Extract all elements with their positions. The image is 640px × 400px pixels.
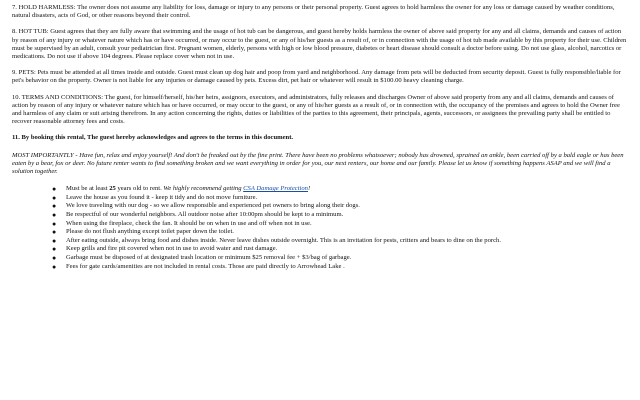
- list-item: [52, 202, 628, 211]
- most-importantly-note: MOST IMPORTANTLY - Have fun, relax and enjoy yourself! And don't be freaked out by the fine print. There have been no problems whatsoever; nobody has drowned, sprained an ankle, been carried off by a bald eagle or has been eaten by a bear, fox or deer. No future renter wants to find something broken and we want everything in order for you, our next renters, our home and our family. Please let us know if something happens ASAP and we will find a solution together.: [12, 151, 624, 176]
- clause-pets: 9. PETS: Pets must be attended at all times inside and outside. Guest must clean up dog hair and poop from yard and neighborhood. Any damage from pets will be deducted from security deposit. Guest is fully responsible/liable for pet's behavior on the property. Owner is not liable for any injuries or damage caused by pets. Excess dirt, pet hair or whatever will result in $100.00 heavy cleaning charge.: [12, 69, 621, 85]
- acknowledgement-statement: 11. By booking this rental, The guest hereby acknowledges and agrees to the terms in this document.: [12, 134, 294, 142]
- bullet-icon: ●: [52, 228, 57, 237]
- list-item: [52, 194, 628, 203]
- recommendation-suffix: !: [307, 185, 311, 193]
- bullet-icon: ●: [52, 202, 57, 211]
- list-item: [52, 211, 628, 220]
- bullet-icon: ●: [52, 236, 57, 245]
- bullet-icon: ●: [52, 211, 57, 220]
- clause-hold-harmless: 7. HOLD HARMLESS: The owner does not assume any liability for loss, damage or injury to any persons or their personal property. Guest agrees to hold harmless the owner for any loss or damage caused by weather conditions, natural disasters, acts of God, or other reasons beyond their control.: [12, 4, 615, 20]
- rule-text: After eating outside, always bring food and dishes inside. Never leave dishes outside overnight. This is an invitation for pests, critters and bears to dine on the porch.: [66, 236, 501, 244]
- list-item: [52, 245, 628, 254]
- rule-text: Fees for gate cards/amenities are not included in rental costs. Those are paid directly to Arrowhead Lake .: [66, 262, 345, 270]
- bullet-icon: ●: [52, 262, 57, 271]
- rule-text: We love traveling with our dog - so we allow responsible and experienced pet owners to bring along their dogs.: [66, 202, 360, 210]
- rule-text: Please do not flush anything except toilet paper down the toilet.: [66, 228, 234, 236]
- recommendation-text: We highly recommend getting: [163, 185, 244, 193]
- csa-damage-protection-link[interactable]: CSA Damage Protection: [243, 185, 308, 193]
- bullet-icon: ●: [52, 185, 57, 194]
- list-item: [52, 220, 628, 229]
- house-rules-list: [12, 185, 628, 271]
- clause-hot-tub: 8. HOT TUB: Guest agrees that they are fully aware that swimming and the usage of hot tub can be dangerous, and guest hereby holds harmless the owner of above said property for any and all claims, demands and causes of action by reason of any injury or whatever nature which has or have occurred, or may occur to the guest, or any of his/her guests as a result of, or in connection with the usage of hot tub made available by this property for their use. Children must be supervised by an adult, consult your pediatrician first. Pregnant women, elderly, persons with high or low blood pressure, diabetes or heart disease should consult a doctor before using. Do not use glass, alcohol, narcotics or medications. Do not use if above 104 degrees. Please replace cover when not in use.: [12, 28, 627, 61]
- list-item: [52, 228, 628, 237]
- rule-text: When using the fireplace, check the fan. It should be on when in use and off when not in use.: [66, 219, 312, 227]
- bullet-icon: ●: [52, 254, 57, 262]
- bullet-icon: ●: [52, 245, 57, 254]
- list-item: [52, 237, 628, 246]
- bullet-icon: ●: [52, 193, 57, 202]
- list-item: [52, 185, 628, 194]
- age-requirement-suffix: years old to rent.: [115, 185, 164, 193]
- rule-text: Be respectful of our wonderful neighbors. All outdoor noise after 10:00pm should be kept to a minimum.: [66, 211, 344, 219]
- list-item: [52, 263, 628, 272]
- rule-text: Leave the house as you found it - keep it tidy and do not move furniture.: [66, 193, 258, 201]
- rule-text: Garbage must be disposed of at designated trash location or minimum $25 removal fee + $3/bag of garbage.: [66, 254, 352, 261]
- rule-text: Keep grills and fire pit covered when not in use to avoid water and rust damage.: [66, 245, 278, 253]
- list-item: [52, 254, 628, 263]
- clause-terms-and-conditions: 10. TERMS AND CONDITIONS: The guest, for himself/herself, his/her heirs, assignors, executors, and administrators, fully releases and discharges Owner of above said property from any and all claims, demands and causes of action by reason of any injury or whatever nature which has or have occurred, or may occur to the guest, or any of his/her guests as a result of, or in connection with, the occupancy of the premises and agrees to hold the Owner free and harmless of any claim or suit arising therefrom. In any action concerning the rights, duties or liabilities of the parties to this agreement, their principals, agents, successors, or assignees the prevailing party shall be entitled to recover reasonable attorney fees and costs.: [12, 93, 620, 126]
- minimum-age: 25: [109, 185, 116, 193]
- age-requirement-prefix: Must be at least: [66, 185, 110, 193]
- bullet-icon: ●: [52, 219, 57, 228]
